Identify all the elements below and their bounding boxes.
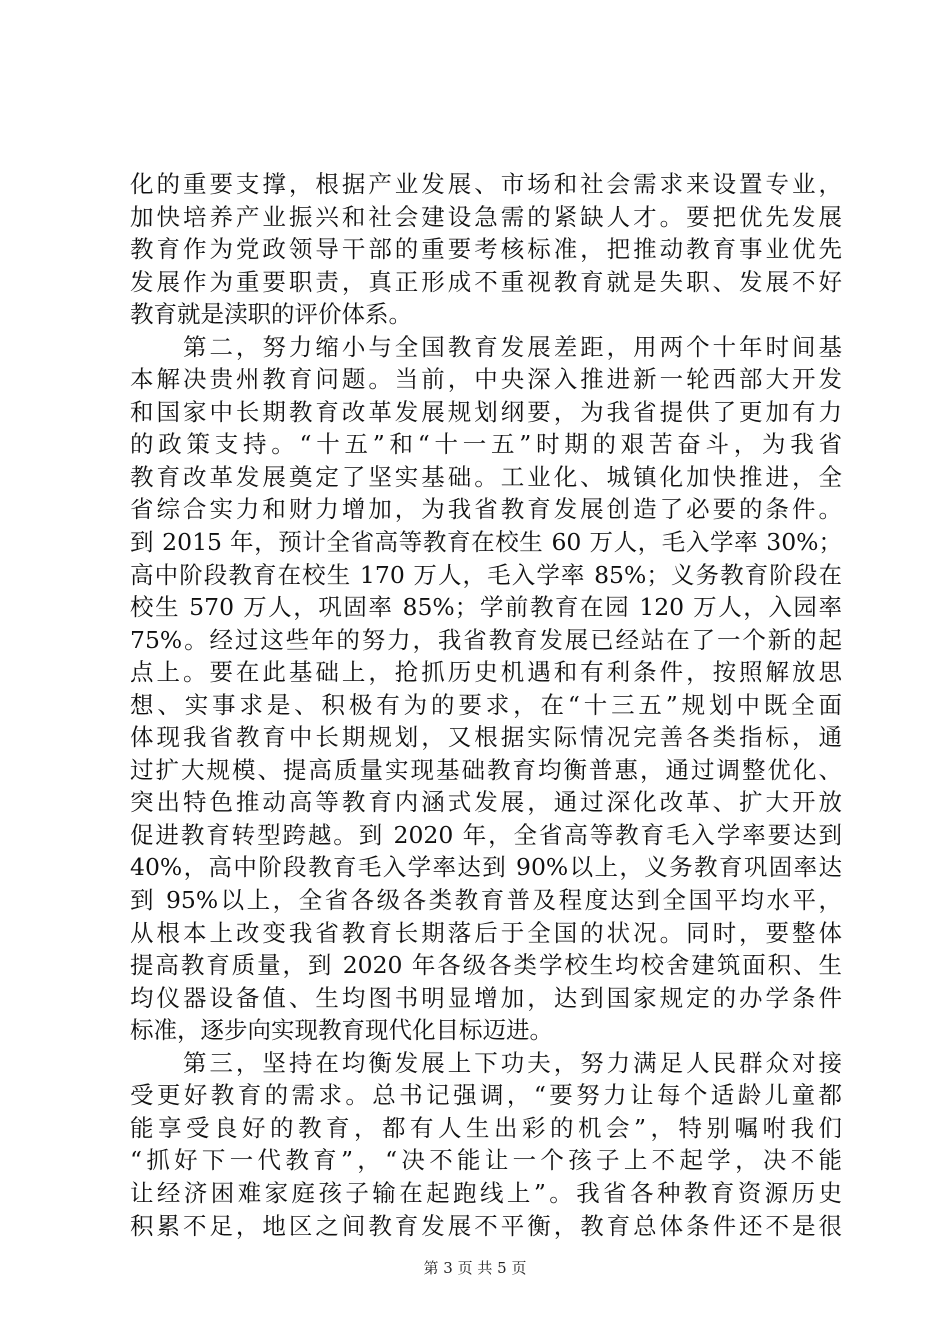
text-line: 教育作为党政领导干部的重要考核标准，把推动教育事业优先 <box>130 235 842 264</box>
text-line: 积累不足，地区之间教育发展不平衡，教育总体条件还不是很 <box>130 1211 842 1240</box>
text-line: 标准，逐步向实现教育现代化目标迈进。 <box>130 1016 553 1045</box>
text-line: 第三，坚持在均衡发展上下功夫，努力满足人民群众对接 <box>130 1048 842 1077</box>
document-body <box>130 168 842 1242</box>
text-line: 到 2015 年，预计全省高等教育在校生 60 万人，毛入学率 30%； <box>130 528 842 557</box>
text-line: 想、实事求是、积极有为的要求，在“十三五”规划中既全面 <box>130 690 842 719</box>
text-line: 从根本上改变我省教育长期落后于全国的状况。同时，要整体 <box>130 918 842 947</box>
text-line: 75%。经过这些年的努力，我省教育发展已经站在了一个新的起 <box>130 625 842 654</box>
text-line: 本解决贵州教育问题。当前，中央深入推进新一轮西部大开发 <box>130 365 842 394</box>
text-line: 的政策支持。“十五”和“十一五”时期的艰苦奋斗，为我省 <box>130 430 842 459</box>
text-line: 省综合实力和财力增加，为我省教育发展创造了必要的条件。 <box>130 495 842 524</box>
text-line: 教育改革发展奠定了坚实基础。工业化、城镇化加快推进，全 <box>130 462 842 491</box>
text-line: 40%，高中阶段教育毛入学率达到 90%以上，义务教育巩固率达 <box>130 853 842 882</box>
text-line: 校生 570 万人，巩固率 85%；学前教育在园 120 万人，入园率 <box>130 593 842 622</box>
text-line: 让经济困难家庭孩子输在起跑线上”。我省各种教育资源历史 <box>130 1178 842 1207</box>
text-line: 提高教育质量，到 2020 年各级各类学校生均校舍建筑面积、生 <box>130 951 842 980</box>
text-line: 均仪器设备值、生均图书明显增加，达到国家规定的办学条件 <box>130 983 842 1012</box>
text-line: 加快培养产业振兴和社会建设急需的紧缺人才。要把优先发展 <box>130 202 842 231</box>
text-line: 能享受良好的教育，都有人生出彩的机会”，特别嘱咐我们 <box>130 1113 842 1142</box>
text-line: “抓好下一代教育”，“决不能让一个孩子上不起学，决不能 <box>130 1146 842 1175</box>
text-line: 第二，努力缩小与全国教育发展差距，用两个十年时间基 <box>130 332 842 361</box>
text-line: 和国家中长期教育改革发展规划纲要，为我省提供了更加有力 <box>130 397 842 426</box>
page-footer: 第 3 页 共 5 页 <box>423 1259 527 1277</box>
text-line: 过扩大规模、提高质量实现基础教育均衡普惠，通过调整优化、 <box>130 755 842 784</box>
text-line: 化的重要支撑，根据产业发展、市场和社会需求来设置专业， <box>130 170 842 198</box>
text-line: 点上。要在此基础上，抢抓历史机遇和有利条件，按照解放思 <box>130 658 842 687</box>
text-line: 发展作为重要职责，真正形成不重视教育就是失职、发展不好 <box>130 267 842 296</box>
text-line: 教育就是渎职的评价体系。 <box>130 300 412 329</box>
text-line: 到 95%以上，全省各级各类教育普及程度达到全国平均水平， <box>130 886 842 915</box>
text-line: 受更好教育的需求。总书记强调，“要努力让每个适龄儿童都 <box>130 1081 842 1110</box>
text-line: 突出特色推动高等教育内涵式发展，通过深化改革、扩大开放 <box>130 788 842 817</box>
text-line: 体现我省教育中长期规划，又根据实际情况完善各类指标，通 <box>130 723 842 752</box>
text-line: 促进教育转型跨越。到 2020 年，全省高等教育毛入学率要达到 <box>130 820 842 849</box>
text-line: 高中阶段教育在校生 170 万人，毛入学率 85%；义务教育阶段在 <box>130 560 842 589</box>
